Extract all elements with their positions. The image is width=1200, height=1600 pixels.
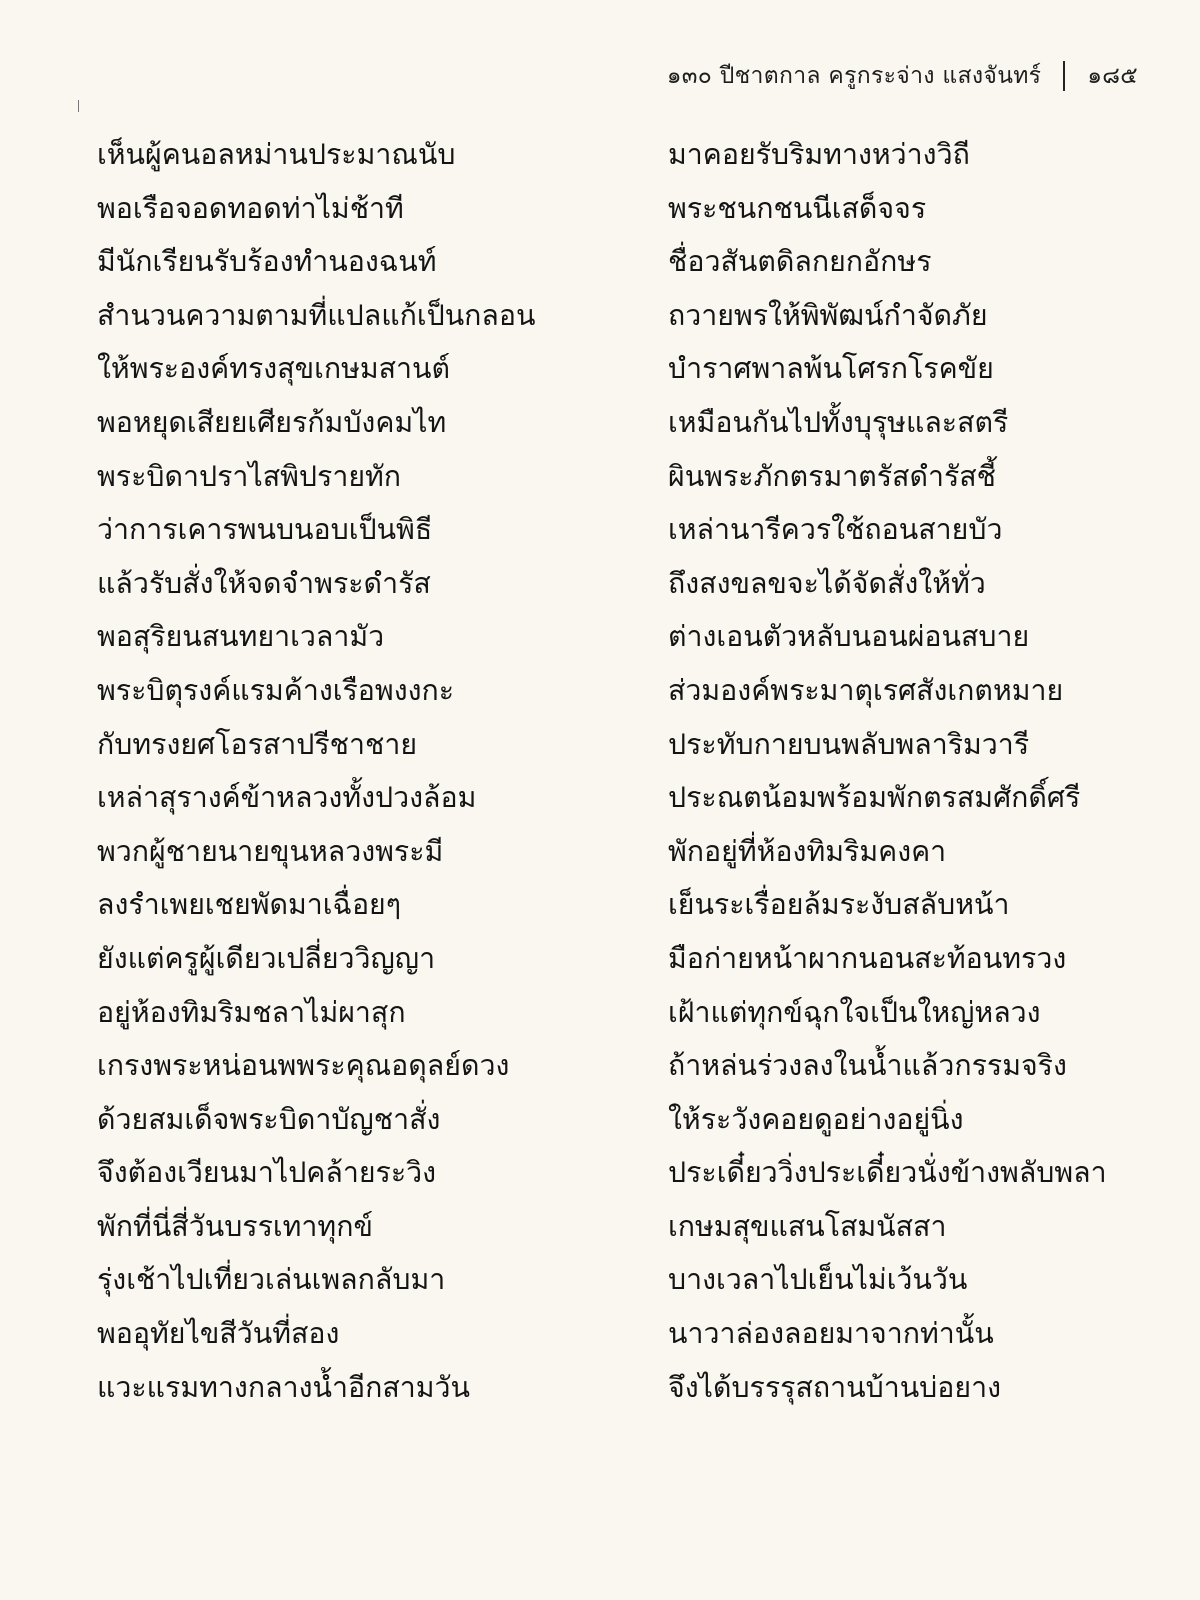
verse-line-right: เกษมสุขแสนโสมนัสสา	[668, 1209, 947, 1243]
verse-line-left: พักที่นี่สี่วันบรรเทาทุกข์	[97, 1209, 373, 1243]
verse-line-left: แวะแรมทางกลางน้ำอีกสามวัน	[97, 1370, 471, 1404]
verse-line-right: มือก่ายหน้าผากนอนสะท้อนทรวง	[668, 941, 1067, 975]
poem-left-column	[97, 128, 617, 1414]
running-header	[667, 58, 1138, 94]
verse-line-left: ให้พระองค์ทรงสุขเกษมสานต์	[97, 352, 451, 386]
margin-mark	[78, 100, 79, 112]
verse-line-left: พอหยุดเสียยเศียรก้มบังคมไท	[97, 405, 447, 439]
verse-line-right: ประเดี๋ยววิ่งประเดี๋ยวนั่งข้างพลับพลา	[668, 1156, 1107, 1190]
verse-line-left: รุ่งเช้าไปเที่ยวเล่นเพลกลับมา	[97, 1263, 446, 1297]
verse-line-right: นาวาล่องลอยมาจากท่านั้น	[668, 1317, 994, 1351]
verse-line-right: ให้ระวังคอยดูอย่างอยู่นิ่ง	[668, 1102, 964, 1136]
verse-line-left: กับทรงยศโอรสาปรีชาชาย	[97, 727, 418, 761]
book-title: ๑๓๐ ปีชาตกาล ครูกระจ่าง แสงจันทร์	[666, 63, 1042, 89]
verse-line-right: ต่างเอนตัวหลับนอนผ่อนสบาย	[668, 620, 1030, 654]
verse-line-left: พวกผู้ชายนายขุนหลวงพระมี	[97, 834, 444, 868]
verse-line-left: มีนักเรียนรับร้องทำนองฉนท์	[97, 245, 437, 279]
verse-line-left: อยู่ห้องทิมริมชลาไม่ผาสุก	[97, 995, 406, 1029]
verse-line-left: พออุทัยไขสีวันที่สอง	[97, 1317, 340, 1351]
verse-line-left: เหล่าสุรางค์ข้าหลวงทั้งปวงล้อม	[97, 781, 477, 815]
verse-line-right: ส่วมองค์พระมาตุเรศสังเกตหมาย	[668, 673, 1064, 707]
verse-line-left: เกรงพระหน่อนพพระคุณอดุลย์ดวง	[97, 1049, 510, 1083]
verse-line-right: ชื่อวสันตดิลกยกอักษร	[668, 245, 932, 279]
verse-line-left: สำนวนความตามที่แปลแก้เป็นกลอน	[97, 298, 536, 332]
verse-line-right: พระชนกชนนีเสด็จจร	[668, 191, 927, 225]
verse-line-left: พอเรือจอดทอดท่าไม่ช้าที	[97, 191, 404, 225]
verse-line-right: บำราศพาลพ้นโศรกโรคขัย	[668, 352, 994, 386]
verse-line-left: จึงต้องเวียนมาไปคล้ายระวิง	[97, 1156, 437, 1190]
verse-line-left: ยังแต่ครูผู้เดียวเปลี่ยววิญญา	[97, 941, 436, 975]
verse-line-left: พระบิดาปราไสพิปรายทัก	[97, 459, 402, 493]
verse-line-left: ด้วยสมเด็จพระบิดาบัญชาสั่ง	[97, 1102, 441, 1136]
verse-line-right: พักอยู่ที่ห้องทิมริมคงคา	[668, 834, 947, 868]
verse-line-left: แล้วรับสั่งให้จดจำพระดำรัส	[97, 566, 431, 600]
verse-line-right: บางเวลาไปเย็นไม่เว้นวัน	[668, 1263, 968, 1297]
verse-line-left: เห็นผู้คนอลหม่านประมาณนับ	[97, 138, 456, 171]
verse-line-right: ประทับกายบนพลับพลาริมวารี	[668, 727, 1030, 761]
verse-line-right: ถึงสงขลขจะได้จัดสั่งให้ทั่ว	[668, 566, 986, 600]
verse-line-left: พอสุริยนสนทยาเวลามัว	[97, 620, 385, 654]
verse-line-right: ประณตน้อมพร้อมพักตรสมศักดิ์ศรี	[668, 781, 1081, 815]
verse-line-right: เหมือนกันไปทั้งบุรุษและสตรี	[668, 405, 1009, 439]
verse-line-left: ว่าการเคารพนบนอบเป็นพิธี	[97, 513, 433, 547]
verse-line-right: เหล่านารีควรใช้ถอนสายบัว	[668, 513, 1003, 547]
header-separator	[1063, 61, 1065, 91]
verse-line-left: พระบิตุรงค์แรมค้างเรือพงงกะ	[97, 673, 455, 707]
verse-line-left: ลงรำเพยเชยพัดมาเฉื่อยๆ	[97, 888, 402, 922]
verse-line-right: ผินพระภักตรมาตรัสดำรัสชี้	[668, 459, 997, 493]
verse-line-right: มาคอยรับริมทางหว่างวิถี	[668, 138, 970, 171]
verse-line-right: เฝ้าแต่ทุกข์ฉุกใจเป็นใหญ่หลวง	[668, 995, 1041, 1029]
verse-line-right: เย็นระเรื่อยล้มระงับสลับหน้า	[668, 888, 1010, 922]
verse-line-right: จึงได้บรรรุสถานบ้านบ่อยาง	[668, 1370, 1002, 1404]
page-number: ๑๘๕	[1087, 63, 1138, 89]
verse-line-right: ถวายพรให้พิพัฒน์กำจัดภัย	[668, 298, 988, 332]
verse-line-right: ถ้าหล่นร่วงลงในน้ำแล้วกรรมจริง	[668, 1049, 1067, 1083]
poem-right-column	[668, 128, 1148, 1414]
